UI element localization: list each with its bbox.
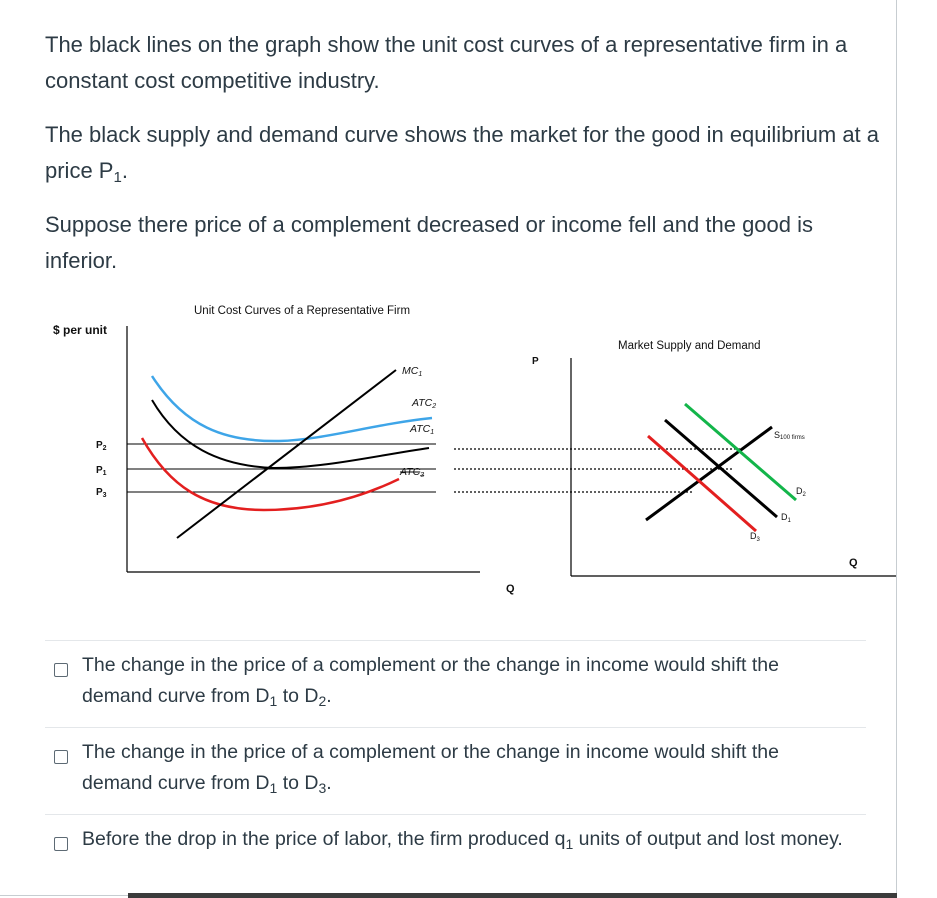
price-label-p2: $P_2$	[96, 440, 107, 452]
checkbox-option-1[interactable]	[54, 663, 68, 677]
firm-y-axis-label: $ per unit	[53, 323, 108, 337]
supply-label: S100 firms	[774, 430, 805, 441]
bottom-divider	[0, 895, 128, 896]
supply-curve	[646, 427, 772, 520]
option-3-label[interactable]: Before the drop in the price of labor, the firm produced $q_1$ units of output and lost money.	[82, 828, 843, 852]
intro-p2-sub: 1	[113, 169, 122, 186]
atc2-curve	[152, 376, 435, 441]
mc-label: MC1	[402, 365, 423, 378]
d3-label: $D_3$	[750, 531, 760, 543]
answer-option-3[interactable]	[54, 824, 854, 856]
intro-p2-text: The black supply and demand curve shows the market for the good in equilibrium at a price P	[45, 122, 880, 183]
atc3-label: ATC3	[400, 466, 425, 479]
intro-paragraph-1: The black lines on the graph show the unit cost curves of a representative firm in a constant cost competitive industry.	[45, 32, 848, 93]
economics-graph	[44, 296, 896, 608]
checkbox-option-3[interactable]	[54, 837, 68, 851]
option-separator-2	[45, 727, 866, 728]
right-border	[896, 0, 897, 898]
intro-p2-end: .	[121, 158, 128, 183]
atc1-label: ATC1	[410, 423, 435, 436]
answer-option-2[interactable]	[54, 737, 854, 800]
option-separator-1	[45, 640, 866, 641]
answer-option-1[interactable]	[54, 650, 854, 713]
intro-paragraph-3: Suppose there price of a complement decreased or income fell and the good is inferior.	[45, 212, 814, 273]
market-graph-title: Market Supply and Demand	[618, 340, 761, 352]
firm-x-axis-label: Q	[506, 583, 515, 595]
d2-label: $D_2$	[796, 486, 806, 498]
option-separator-3	[45, 814, 866, 815]
firm-graph-title: Unit Cost Curves of a Representative Firm	[194, 305, 411, 317]
atc3-curve	[142, 438, 399, 510]
price-label-p3: $P_3$	[96, 487, 107, 499]
option-1-label[interactable]: The change in the price of a complement or the change in income would shift the demand curve from $D_1$ to $D_2$.	[82, 654, 779, 709]
price-label-p1: $P_1$	[96, 465, 107, 477]
atc1-curve	[152, 400, 429, 468]
intro-paragraph-2	[45, 117, 880, 192]
bottom-scroll-bar[interactable]	[128, 893, 897, 898]
market-x-axis-label: Q	[849, 557, 858, 569]
checkbox-option-2[interactable]	[54, 750, 68, 764]
market-y-axis-label: P	[532, 356, 539, 367]
d1-label: $D_1$	[781, 512, 791, 524]
atc2-label: ATC2	[412, 397, 437, 410]
option-2-label[interactable]: The change in the price of a complement or the change in income would shift the demand curve from $D_1$ to $D_3$.	[82, 741, 779, 796]
